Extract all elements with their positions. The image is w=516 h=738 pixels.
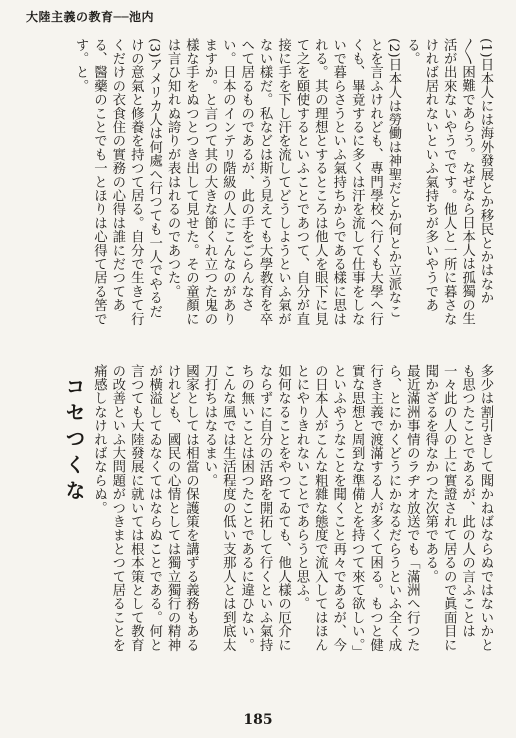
margin-heading: コセつくな bbox=[62, 376, 86, 506]
running-title: 大陸主義の教育──池内 bbox=[26, 10, 154, 24]
page-number: 185 bbox=[243, 712, 273, 728]
upper-text-block: (1)日本人には海外發展とか移民とかはなか〳〵困難であらう。なぜなら日本人は孤獨の生活が出來ないやうでです。他人と一所に暮さなければ居れないといふ氣持ちが多いやうである。 (2)日本人は勞働は神聖だとか何とか立派なことを言ふけれども、專門學校へ行くも大學へ行くも、畢竟するに多くは汗を流して仕事をしないで暮らさうといふ氣持ちからである樣に思はれる。其の理想とするところは他人を眼下に見て之を頤使するといふことであつて、自分が直接に手を下し汗を流してどうしようといふ氣がない樣だ。私などは斯う見えても大學教育を卒へて居るものであるが、此の手をごらんなさい。日本のインテリ階級の人にこんなのがありますか。と言つて其の大きな節くれ立つた鬼の樣な手をぬつとつき出して見せた。その童顏には言ひ知れぬ誇りが表はれるのであつた。 (3)アメリカ人は何處へ行つても一人でやるだけの意氣と修養を持つて居る。自分で生きて行くだけの衣食住の實務の心得は誰にだつてある、醫藥のことでも一とほりは心得て居る筈です。と。 bbox=[73, 38, 493, 326]
lower-text-block: 多少は割引きして聞かねばならぬではないかとも思つたことであるが、此の人の言ふことは一々此の人の上に實證されて居るので眞面目に聞かざるを得なかつた次第である。 最近滿洲事情のラヂオ放送でも「滿洲へ行つたら、とにかくどうにかなるだらうといふ全く成行き主義で渡滿する人が多くて困る。もつと健實な思想と周到な準備とを持つて來て欲しい。」といふやうなことを聞くこと再々であるが、今の日本人がこんな粗雜な態度で流入してはほんとにやりきれないことであらうと思ふ。 如何なることをやつてゐても、他人樣の厄介にならずに自分の活路を開拓して行くといふ氣持ちの無いことは困つたことであるに違ひない。こんな風では生活程度の低い支那人とは到底太刀打ちはなるまい。 國家としては相當の保護策を講ずる義務もあるけれども、國民の心情としては獨立獨行の精神が橫溢してゐなくてはならぬことである。何と言つても大陸發展に就いては根本策として教育の改善といふ大問題がつきまとつて居ることを痛感しなければならぬ。 bbox=[91, 364, 493, 659]
